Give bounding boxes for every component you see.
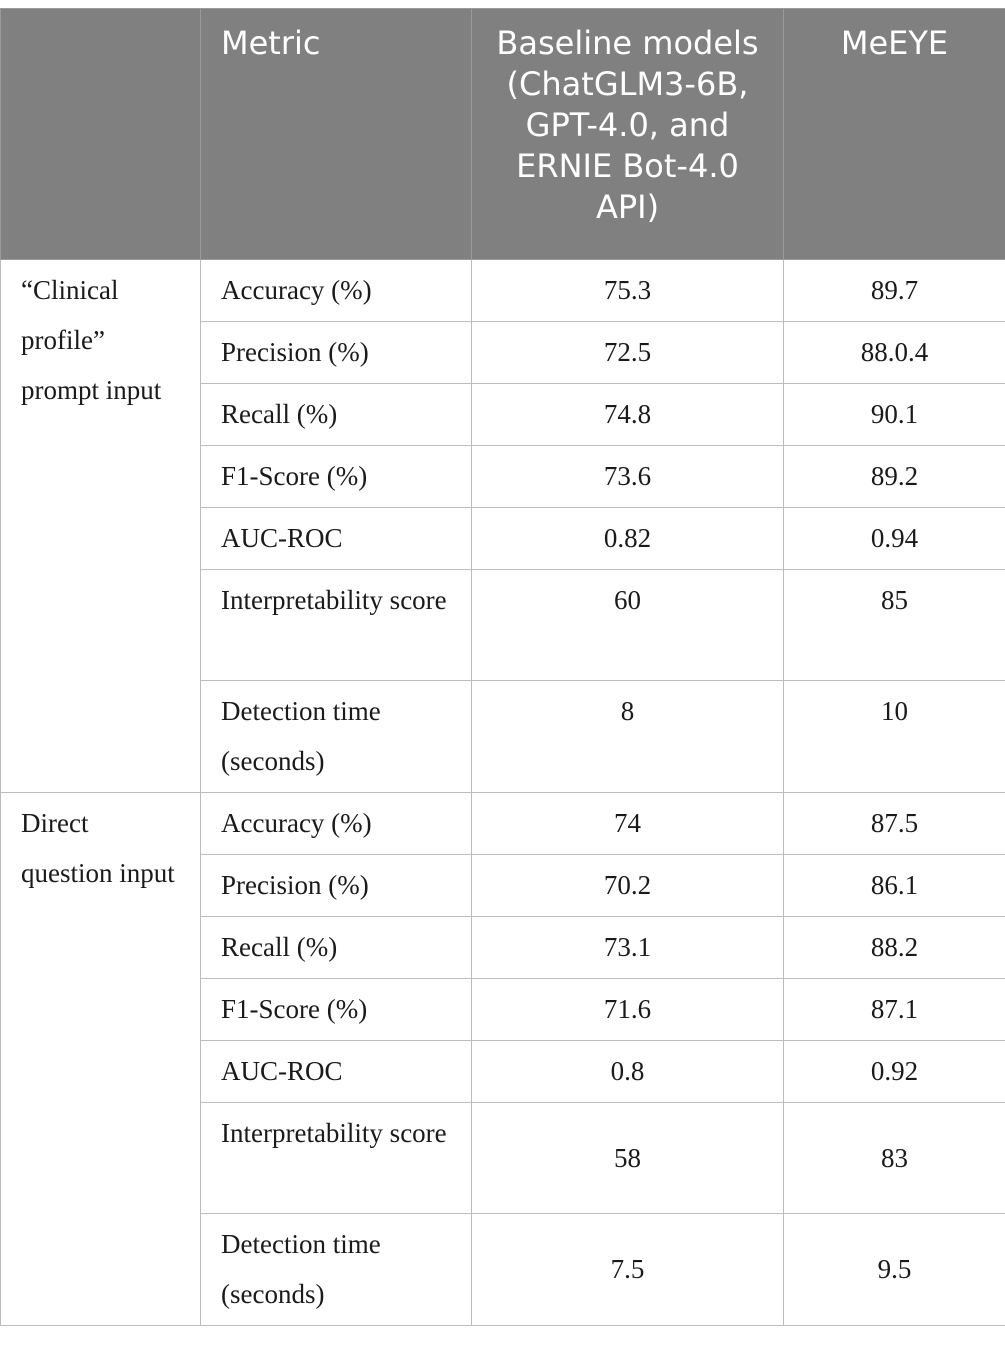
baseline-cell: 70.2 — [472, 855, 784, 917]
metric-cell: Accuracy (%) — [201, 793, 472, 855]
baseline-cell: 71.6 — [472, 979, 784, 1041]
metric-cell: Accuracy (%) — [201, 260, 472, 322]
metric-cell: AUC-ROC — [201, 508, 472, 570]
meeye-cell: 10 — [784, 681, 1005, 793]
metric-cell: Interpretability score — [201, 1103, 472, 1214]
meeye-cell: 89.7 — [784, 260, 1005, 322]
table-row — [1, 793, 1005, 855]
baseline-cell: 74 — [472, 793, 784, 855]
metric-cell: Precision (%) — [201, 322, 472, 384]
metric-cell: Precision (%) — [201, 855, 472, 917]
baseline-cell: 8 — [472, 681, 784, 793]
header-meeye: MeEYE — [784, 9, 1005, 260]
header-row — [1, 9, 1005, 260]
baseline-cell: 72.5 — [472, 322, 784, 384]
metric-cell: F1-Score (%) — [201, 446, 472, 508]
baseline-cell: 0.82 — [472, 508, 784, 570]
header-baseline: Baseline models (ChatGLM3-6B, GPT-4.0, and ERNIE Bot-4.0 API) — [472, 9, 784, 260]
group-label: “Clinical profile” prompt input — [1, 260, 201, 793]
header-metric: Metric — [201, 9, 472, 260]
meeye-cell: 88.0.4 — [784, 322, 1005, 384]
meeye-cell: 87.5 — [784, 793, 1005, 855]
baseline-cell: 0.8 — [472, 1041, 784, 1103]
metric-cell: Detection time (seconds) — [201, 681, 472, 793]
baseline-cell: 74.8 — [472, 384, 784, 446]
metric-cell: Detection time (seconds) — [201, 1214, 472, 1326]
meeye-cell: 90.1 — [784, 384, 1005, 446]
metric-cell: AUC-ROC — [201, 1041, 472, 1103]
metric-cell: Interpretability score — [201, 570, 472, 681]
meeye-cell: 83 — [784, 1103, 1005, 1214]
baseline-cell: 60 — [472, 570, 784, 681]
meeye-cell: 85 — [784, 570, 1005, 681]
metric-cell: Recall (%) — [201, 917, 472, 979]
baseline-cell: 73.6 — [472, 446, 784, 508]
metric-cell: Recall (%) — [201, 384, 472, 446]
table-row — [1, 260, 1005, 322]
header-group — [1, 9, 201, 260]
meeye-cell: 9.5 — [784, 1214, 1005, 1326]
meeye-cell: 0.94 — [784, 508, 1005, 570]
meeye-cell: 0.92 — [784, 1041, 1005, 1103]
group-label: Direct question input — [1, 793, 201, 1326]
baseline-cell: 58 — [472, 1103, 784, 1214]
baseline-cell: 7.5 — [472, 1214, 784, 1326]
meeye-cell: 88.2 — [784, 917, 1005, 979]
meeye-cell: 89.2 — [784, 446, 1005, 508]
results-table — [0, 8, 1005, 1326]
meeye-cell: 86.1 — [784, 855, 1005, 917]
metric-cell: F1-Score (%) — [201, 979, 472, 1041]
baseline-cell: 73.1 — [472, 917, 784, 979]
baseline-cell: 75.3 — [472, 260, 784, 322]
meeye-cell: 87.1 — [784, 979, 1005, 1041]
